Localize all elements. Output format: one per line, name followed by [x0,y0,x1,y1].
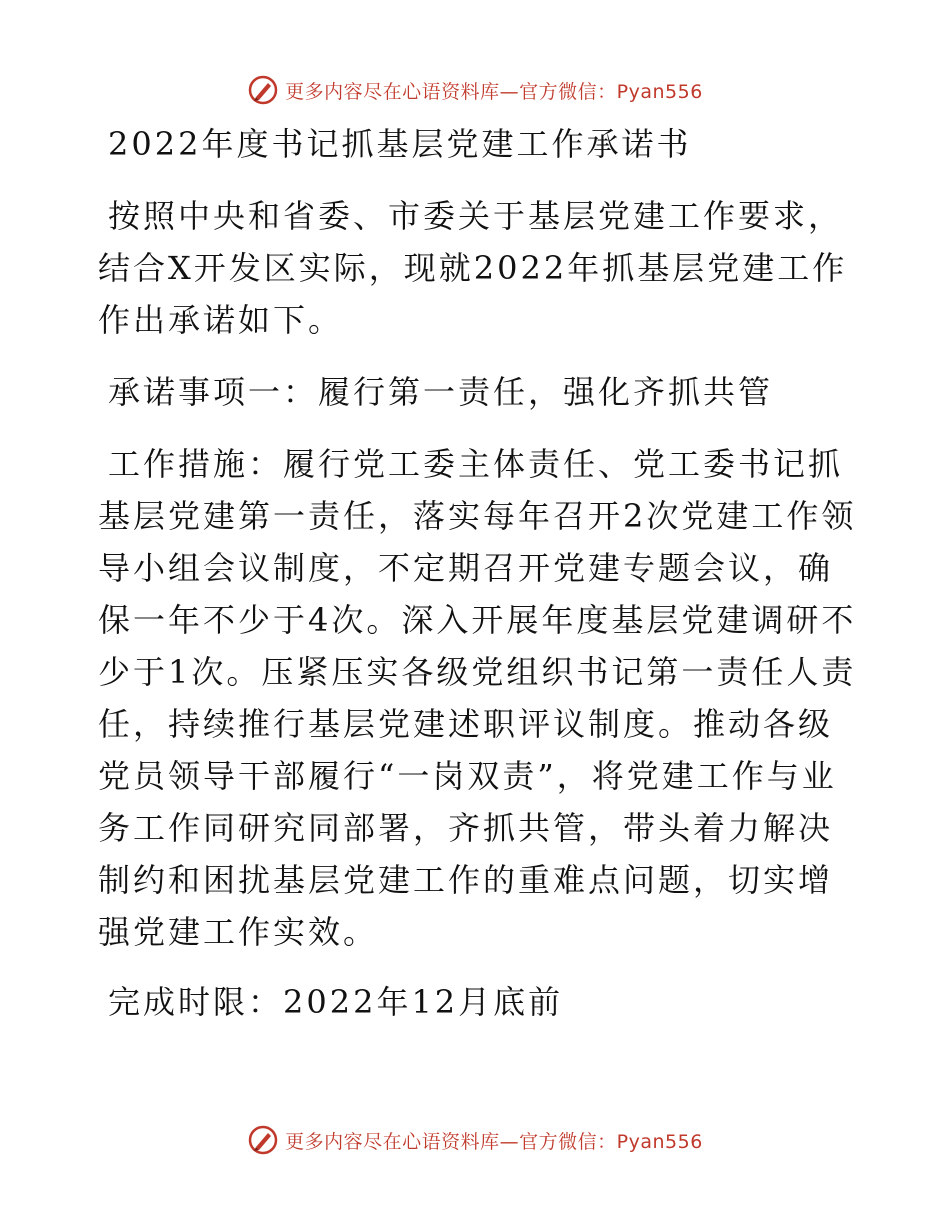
measures-paragraph: 工作措施：履行党工委主体责任、党工委书记抓基层党建第一责任，落实每年召开2次党建工作领导小组会议制度，不定期召开党建专题会议，确保一年不少于4次。深入开展年度基层党建调研不少于1次。压紧压实各级党组织书记第一责任人责任，持续推行基层党建述职评议制度。推动各级党员领导干部履行“一岗双责”，将党建工作与业务工作同研究同部署，齐抓共管，带头着力解决制约和困扰基层党建工作的重难点问题，切实增强党建工作实效。 [98,445,857,951]
commitment-item-heading: 承诺事项一：履行第一责任，强化齐抓共管 [108,373,774,411]
pen-circle-logo-icon [247,1124,279,1156]
watermark-text: 更多内容尽在心语资料库—官方微信：Pyan556 [285,80,703,103]
document-title: 2022年度书记抓基层党建工作承诺书 [108,125,692,163]
deadline-line: 完成时限：2022年12月底前 [108,983,564,1021]
intro-paragraph: 按照中央和省委、市委关于基层党建工作要求，结合X开发区实际，现就2022年抓基层党建工作作出承诺如下。 [98,197,848,339]
watermark-footer [0,1120,950,1160]
document-body [98,118,858,1028]
watermark-header [0,70,950,110]
pen-circle-logo-icon [247,74,279,106]
watermark-text: 更多内容尽在心语资料库—官方微信：Pyan556 [285,1130,703,1153]
